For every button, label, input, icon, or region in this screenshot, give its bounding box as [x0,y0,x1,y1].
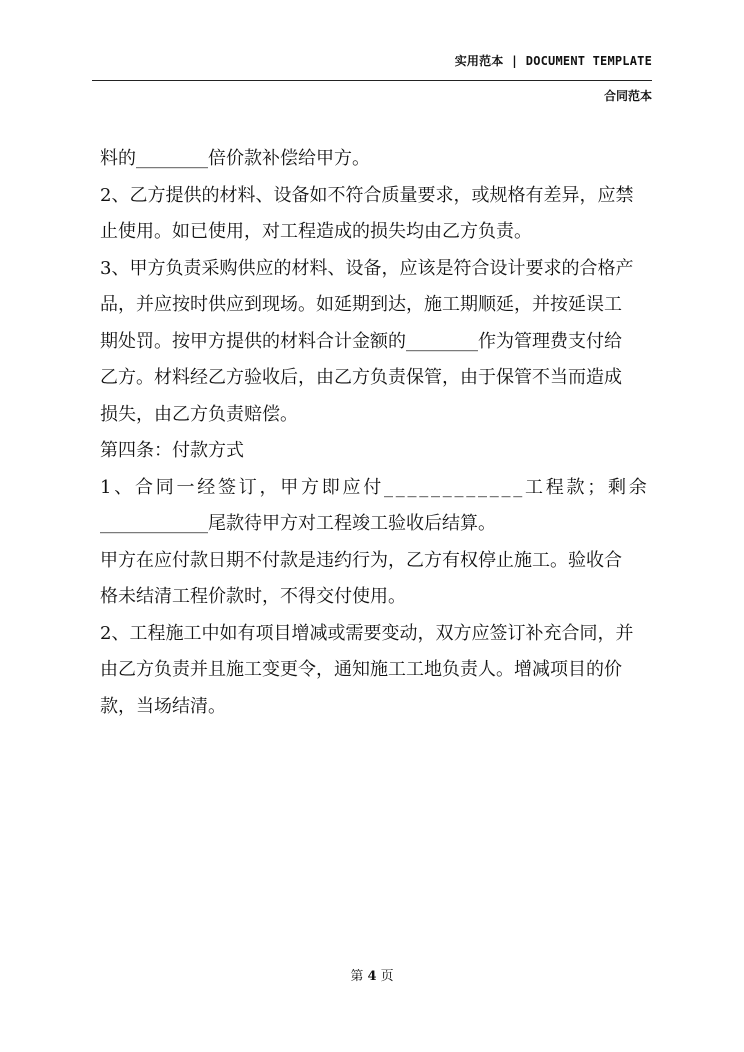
body-line: 2、乙方提供的材料、设备如不符合质量要求，或规格有差异，应禁 [100,184,634,206]
body-line: 品，并应按时供应到现场。如延期到达，施工期顺延，并按延误工 [100,294,622,315]
body-line: 2、工程施工中如有项目增减或需要变动，双方应签订补充合同，并 [100,622,634,644]
body-line: 款，当场结清。 [100,695,226,717]
body-line: 止使用。如已使用，对工程造成的损失均由乙方负责。 [100,221,532,242]
page-footer [0,965,744,984]
header-divider [92,80,652,81]
body-line: 乙方。材料经乙方验收后，由乙方负责保管，由于保管不当而造成 [100,367,622,388]
body-line: 损失，由乙方负责赔偿。 [100,403,298,425]
body-line: ____________尾款待甲方对工程竣工验收后结算。 [100,513,496,534]
body-line: 格未结清工程价款时，不得交付使用。 [100,586,406,607]
body-line: 3、甲方负责采购供应的材料、设备，应该是符合设计要求的合格产 [100,257,634,279]
body-line: 由乙方负责并且施工变更令，通知施工工地负责人。增减项目的价 [100,659,622,680]
page-number: 4 [367,969,377,984]
document-body [100,141,656,725]
header-title: 实用范本 | DOCUMENT TEMPLATE [454,54,652,68]
header-subtitle: 合同范本 [603,89,652,103]
page-prefix: 第 [350,969,364,984]
body-line: 料的________倍价款补偿给甲方。 [100,148,370,169]
body-line: 甲方在应付款日期不付款是违约行为，乙方有权停止施工。验收合 [100,549,622,571]
section-heading: 第四条：付款方式 [100,440,244,461]
body-line: 1、合同一经签订，甲方即应付____________工程款；剩余 [100,476,650,498]
page-suffix: 页 [380,969,394,984]
body-line: 期处罚。按甲方提供的材料合计金额的________作为管理费支付给 [100,330,622,352]
